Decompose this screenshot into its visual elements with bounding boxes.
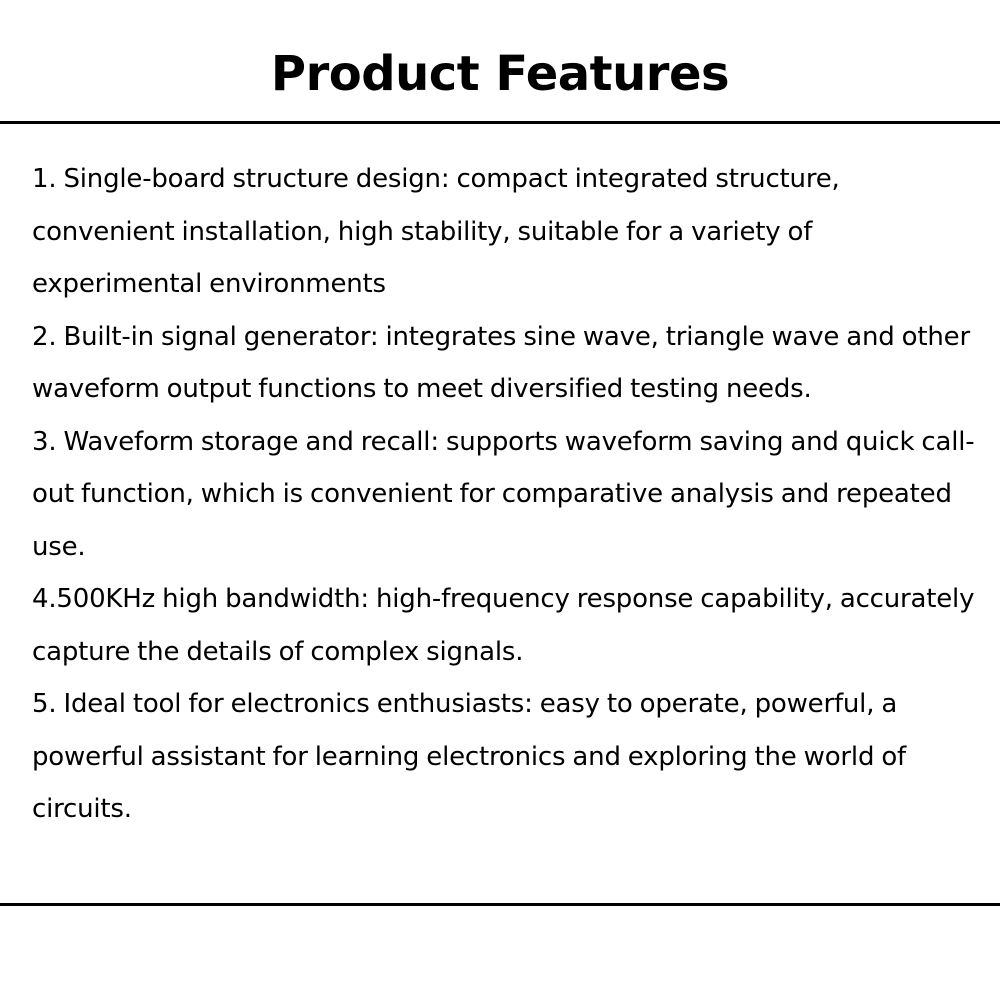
feature-item-5: 5. Ideal tool for electronics enthusiasts: easy to operate, powerful, a powerful assistant for learning electronics and exploring the world of circuits.: [32, 689, 906, 824]
feature-item-4: 4.500KHz high bandwidth: high-frequency response capability, accurately capture the details of complex signals.: [32, 584, 975, 667]
feature-item-3: 3. Waveform storage and recall: supports waveform saving and quick call-out function, which is convenient for comparative analysis and repeated use.: [32, 426, 975, 562]
feature-list: [32, 153, 982, 836]
bottom-divider: [0, 903, 1000, 906]
top-divider: [0, 121, 1000, 124]
page-title: Product Features: [270, 46, 730, 102]
feature-item-1: 1. Single-board structure design: compact integrated structure, convenient installation, high stability, suitable for a variety of experimental environments: [32, 164, 840, 299]
feature-item-2: 2. Built-in signal generator: integrates sine wave, triangle wave and other waveform output functions to meet diversified testing needs.: [32, 321, 970, 404]
